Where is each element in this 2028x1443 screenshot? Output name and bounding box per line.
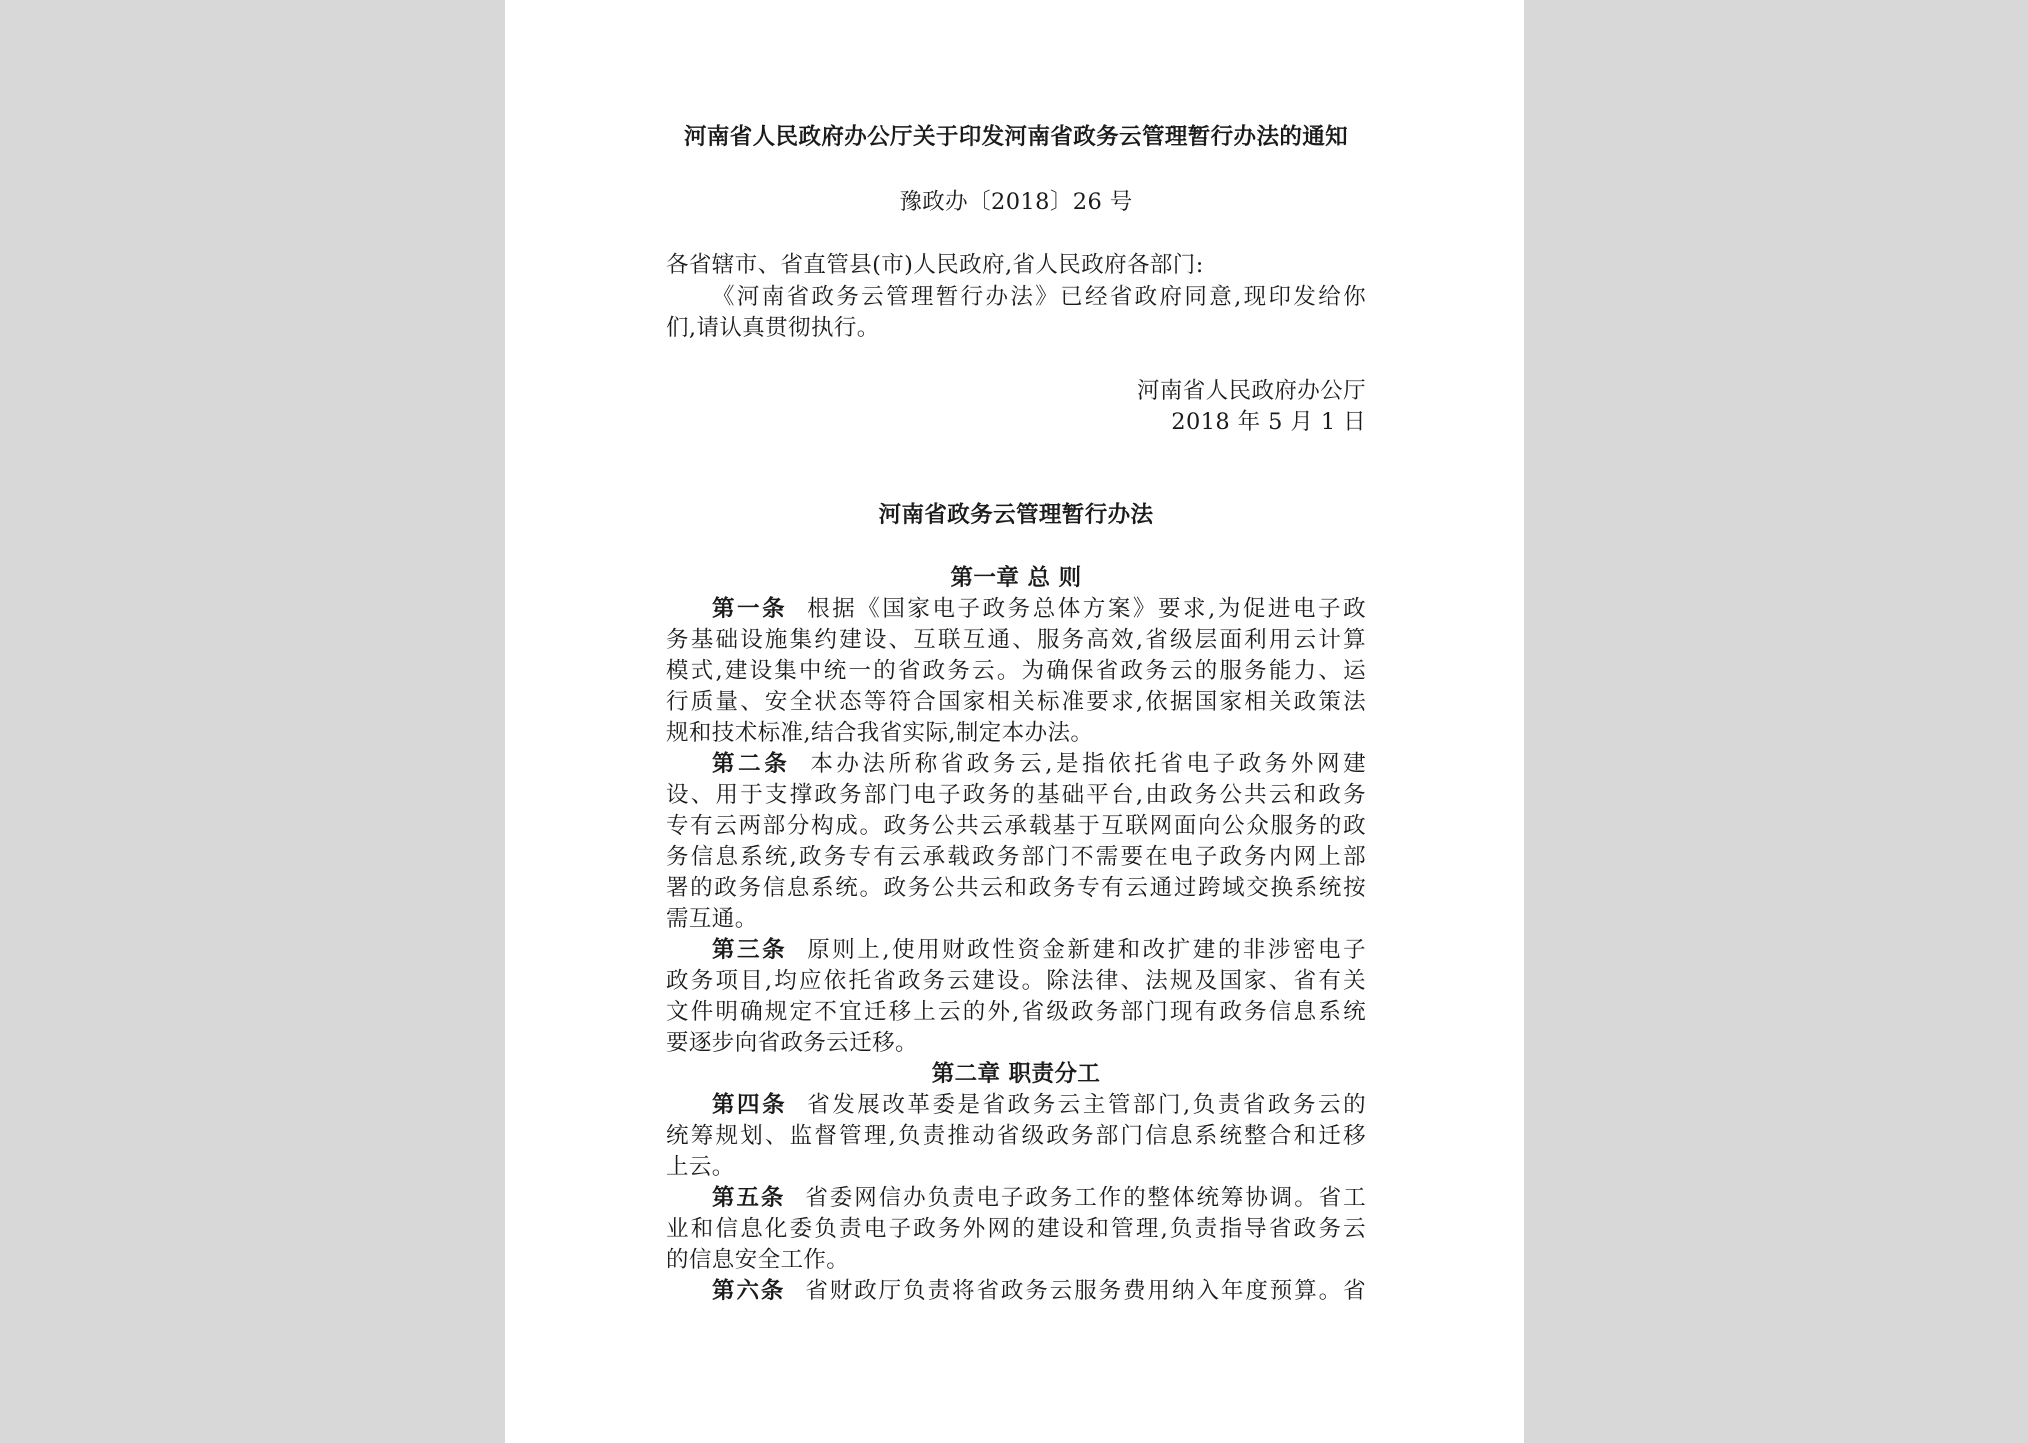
article-label: 第四条 — [712, 1092, 788, 1118]
article-text: 规和技术标准,结合我省实际,制定本办法。 — [666, 720, 1094, 746]
article-text: 省发展改革委是省政务云主管部门,负责省政务云的 — [807, 1092, 1367, 1118]
article-text: 要逐步向省政务云迁移。 — [666, 1030, 918, 1056]
article-label: 第三条 — [712, 937, 788, 963]
article-text: 务基础设施集约建设、互联互通、服务高效,省级层面利用云计算 — [666, 627, 1366, 653]
article-label: 第六条 — [712, 1278, 786, 1304]
article-label: 第二条 — [712, 751, 791, 777]
article-text: 业和信息化委负责电子政务外网的建设和管理,负责指导省政务云 — [666, 1216, 1366, 1242]
article-text: 省财政厅负责将省政务云服务费用纳入年度预算。省 — [805, 1278, 1367, 1304]
addressee: 各省辖市、省直管县(市)人民政府,省人民政府各部门: — [666, 252, 1204, 278]
article-text: 设、用于支撑政务部门电子政务的基础平台,由政务公共云和政务 — [666, 782, 1366, 808]
article-text: 原则上,使用财政性资金新建和改扩建的非涉密电子 — [807, 937, 1367, 963]
notice-body-line: 们,请认真贯彻执行。 — [666, 315, 880, 341]
article-2-first-line — [666, 749, 1366, 780]
article-1-first-line — [666, 594, 1366, 625]
article-text: 务信息系统,政务专有云承载政务部门不需要在电子政务内网上部 — [666, 844, 1366, 870]
article-text: 专有云两部分构成。政务公共云承载基于互联网面向公众服务的政 — [666, 813, 1366, 839]
measures-title: 河南省政务云管理暂行办法 — [878, 502, 1154, 528]
article-text: 省委网信办负责电子政务工作的整体统筹协调。省工 — [805, 1185, 1367, 1211]
article-text: 上云。 — [666, 1154, 735, 1180]
chapter-heading: 第一章 总 则 — [950, 565, 1082, 591]
article-text: 政务项目,均应依托省政务云建设。除法律、法规及国家、省有关 — [666, 968, 1366, 994]
article-text: 统筹规划、监督管理,负责推动省级政务部门信息系统整合和迁移 — [666, 1123, 1366, 1149]
article-label: 第一条 — [712, 596, 788, 622]
article-6-first-line — [666, 1276, 1366, 1307]
article-text: 模式,建设集中统一的省政务云。为确保省政务云的服务能力、运 — [666, 658, 1366, 684]
document-number: 豫政办〔2018〕26 号 — [899, 189, 1133, 215]
chapter-heading: 第二章 职责分工 — [931, 1061, 1101, 1087]
article-5-first-line — [666, 1183, 1366, 1214]
article-text: 的信息安全工作。 — [666, 1247, 850, 1273]
notice-body-line: 《河南省政务云管理暂行办法》已经省政府同意,现印发给你 — [712, 284, 1367, 310]
notice-title: 河南省人民政府办公厅关于印发河南省政务云管理暂行办法的通知 — [683, 124, 1349, 150]
article-3-first-line — [666, 935, 1366, 966]
article-label: 第五条 — [712, 1185, 786, 1211]
article-text: 署的政务信息系统。政务公共云和政务专有云通过跨域交换系统按 — [666, 875, 1366, 901]
issue-date: 2018 年 5 月 1 日 — [1171, 409, 1366, 435]
article-4-first-line — [666, 1090, 1366, 1121]
article-text: 本办法所称省政务云,是指依托省电子政务外网建 — [810, 751, 1367, 777]
article-text: 文件明确规定不宜迁移上云的外,省级政务部门现有政务信息系统 — [666, 999, 1366, 1025]
article-text: 行质量、安全状态等符合国家相关标准要求,依据国家相关政策法 — [666, 689, 1366, 715]
issuer: 河南省人民政府办公厅 — [1136, 378, 1366, 404]
article-text: 需互通。 — [666, 906, 758, 932]
article-text: 根据《国家电子政务总体方案》要求,为促进电子政 — [807, 596, 1367, 622]
document-page — [505, 0, 1524, 1443]
